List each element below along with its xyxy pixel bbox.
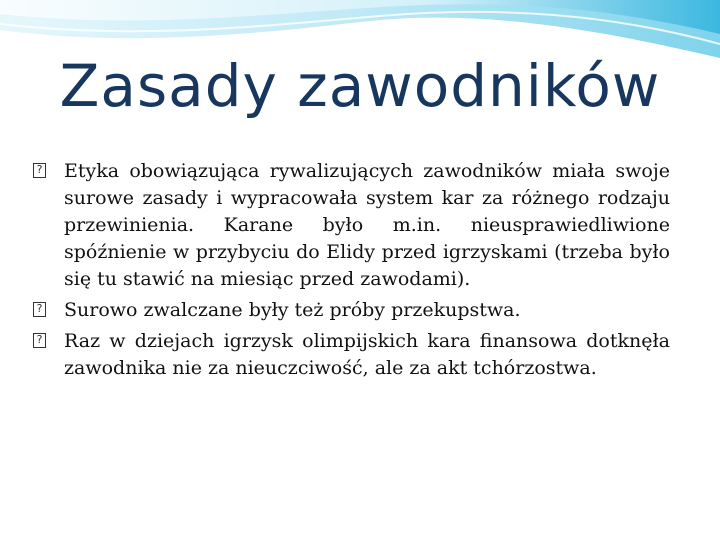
- bullet-glyph-icon: ?: [33, 302, 46, 317]
- slide-title: Zasady zawodników: [59, 52, 661, 120]
- bullet-list: [30, 158, 670, 382]
- bullet-item: [30, 158, 670, 293]
- bullet-glyph-icon: ?: [33, 163, 46, 178]
- bullet-text: Etyka obowiązująca rywalizujących zawodników miała swoje surowe zasady i wypracowała system kar za różnego rodzaju przewinienia. Karane było m.in. nieusprawiedliwione spóźnienie w przybyciu do Elidy przed igrzyskami (trzeba było się tu stawić na miesiąc przed zawodami).: [64, 160, 670, 290]
- bullet-text: Surowo zwalczane były też próby przekupstwa.: [64, 299, 521, 321]
- bullet-item: [30, 328, 670, 382]
- bullet-glyph-icon: ?: [33, 333, 46, 348]
- bullet-text: Raz w dziejach igrzysk olimpijskich kara finansowa dotknęła zawodnika nie za nieuczciwość, ale za akt tchórzostwa.: [64, 330, 670, 379]
- bullet-item: [30, 297, 670, 324]
